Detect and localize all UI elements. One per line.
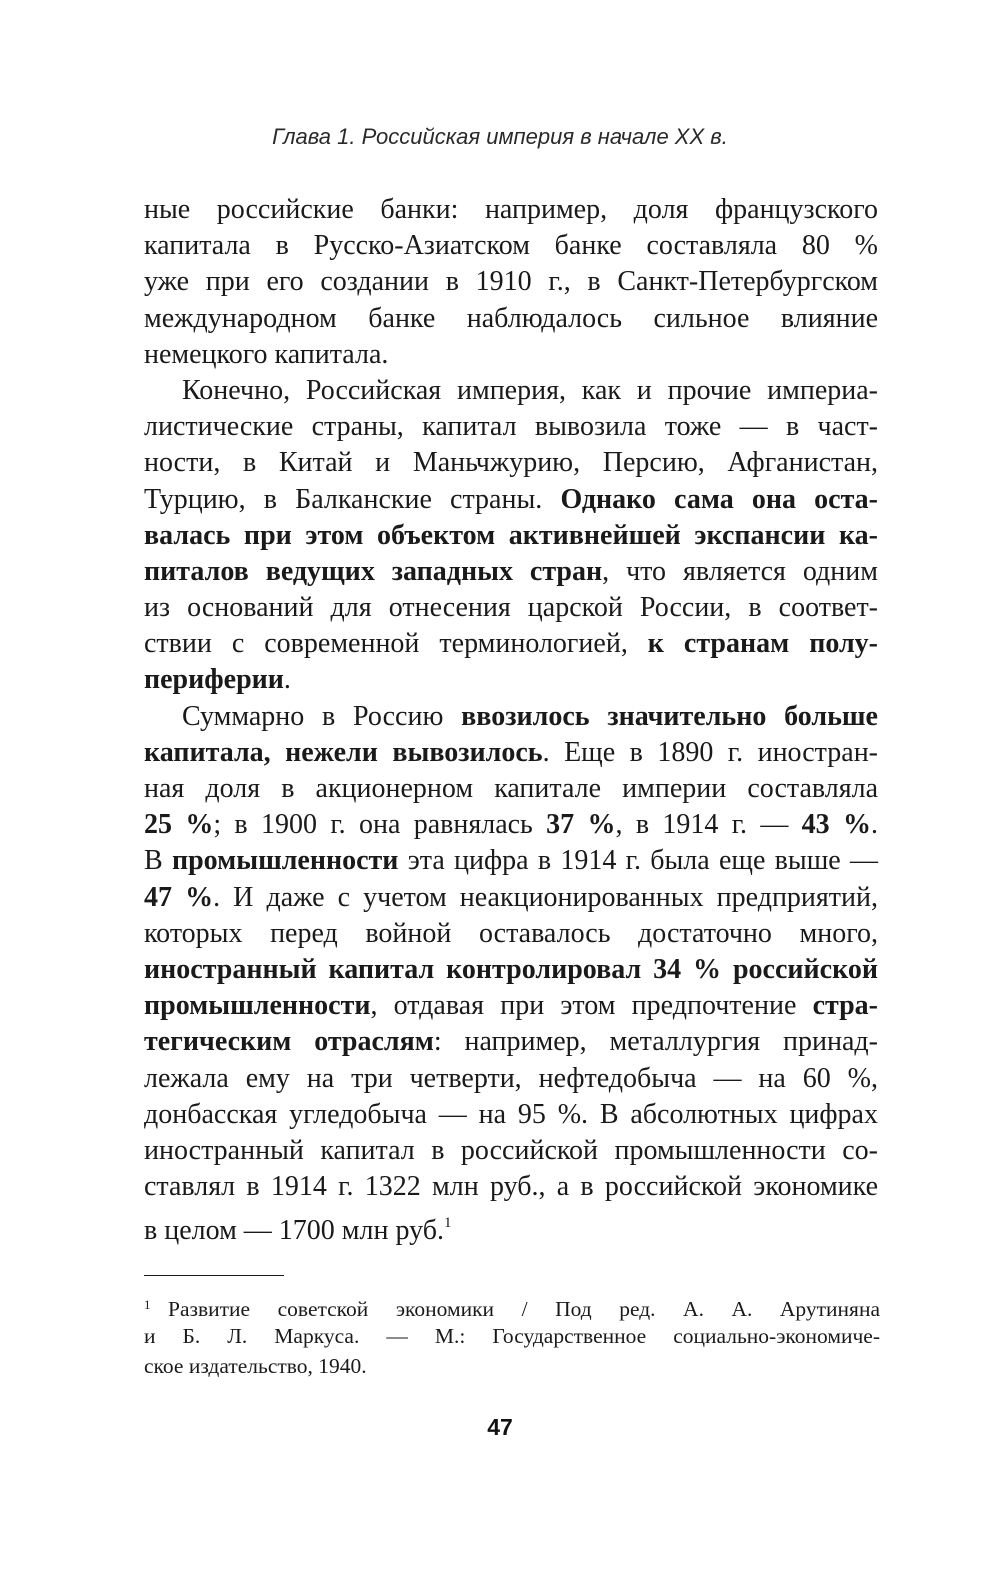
text-run: Турцию, в Балканские страны.: [144, 483, 561, 515]
text-run: ствии с современной терминологией,: [144, 628, 648, 660]
text-run: . И даже с учетом неакционированных предприятий,: [213, 881, 879, 913]
paragraph-3-line: которых перед войной оставалось достаточно много,: [144, 917, 878, 949]
footnote-reference[interactable]: 1: [443, 1215, 452, 1232]
paragraph-3-line: [144, 807, 878, 843]
paragraph-1-line: уже при его создании в 1910 г., в Санкт-Петербургском: [144, 266, 878, 298]
text-run: В: [144, 845, 172, 877]
footnote: [144, 1290, 880, 1382]
paragraph-2-line: из оснований для отнесения царской России, в соответ-: [144, 592, 878, 624]
text-run: , отдавая при этом предпочтение: [370, 990, 813, 1022]
text-run: ; в 1900 г. она равнялась: [213, 809, 547, 841]
bold-run: 37 %: [546, 809, 616, 841]
paragraph-2-line: листические страны, капитал вывозила тоже — в част-: [144, 411, 878, 443]
bold-run: питалов ведущих западных стран: [144, 555, 603, 587]
bold-run: периферии: [144, 664, 284, 696]
paragraph-1-line: международном банке наблюдалось сильное влияние: [144, 302, 878, 334]
bold-run: 25 %: [144, 809, 214, 841]
bold-run: промышленности: [171, 845, 399, 877]
footnote-line: и Б. Л. Маркуса. — М.: Государственное социально-экономиче-: [144, 1323, 880, 1348]
paragraph-2-line: [144, 626, 878, 662]
page-number: 47: [487, 1414, 513, 1440]
bold-run: стра-: [812, 990, 878, 1022]
paragraph-2-line: Конечно, Российская империя, как и прочие империа-: [182, 374, 878, 406]
bold-run: 47 %: [144, 881, 214, 913]
bold-run: 43 %: [801, 809, 871, 841]
paragraph-3-line: [144, 735, 878, 771]
paragraph-3-line: ная доля в акционерном капитале империи составляла: [144, 773, 878, 804]
text-run: , что является одним: [602, 555, 878, 587]
bold-run: валась при этом объектом активнейшей экспансии ка-: [144, 519, 878, 551]
paragraph-3-line: ставлял в 1914 г. 1322 млн руб., а в российской экономике: [144, 1171, 878, 1203]
footnote-line: [144, 1290, 880, 1321]
paragraph-3-line: иностранный капитал в российской промышленности со-: [144, 1134, 878, 1166]
text-run: . Еще в 1890 г. иностран-: [542, 736, 878, 768]
bold-run: иностранный капитал контролировал 34 % российской: [144, 953, 878, 985]
text-run: .: [283, 664, 291, 696]
paragraph-3-line: [144, 699, 878, 735]
bold-run: промышленности: [144, 990, 371, 1022]
body-text: [144, 192, 879, 1247]
paragraph-3-line: [144, 952, 878, 988]
paragraph-2-line: [144, 482, 878, 518]
text-run: : например, металлургия принад-: [433, 1026, 878, 1058]
paragraph-3-line: [144, 880, 878, 916]
paragraph-2-line: [144, 518, 878, 554]
paragraph-1-line: ные российские банки: например, доля французского: [144, 194, 878, 225]
text-run: эта цифра в 1914 г. была еще выше —: [398, 845, 878, 877]
paragraph-2-line: ности, в Китай и Маньчжурию, Персию, Афганистан,: [144, 447, 878, 479]
text-run: в целом — 1700 млн руб.: [144, 1215, 444, 1247]
paragraph-3-line: [144, 1205, 878, 1247]
paragraph-3-line: лежала ему на три четверти, нефтедобыча — на 60 %,: [144, 1062, 878, 1094]
paragraph-2-line: [144, 662, 878, 698]
text-run: .: [871, 809, 878, 841]
paragraph-3-line: [144, 843, 878, 879]
bold-run: к странам полу-: [647, 628, 878, 660]
running-head: Глава 1. Российская империя в начале XX в.: [272, 124, 728, 149]
footnote-line: ское издательство, 1940.: [144, 1354, 367, 1378]
footnote-divider: [144, 1275, 284, 1276]
bold-run: тегическим отраслям: [144, 1026, 434, 1058]
text-run: Суммарно в Россию: [182, 700, 462, 732]
paragraph-3-line: [144, 988, 878, 1024]
paragraph-3-line: донбасская угледобыча — на 95 %. В абсолютных цифрах: [144, 1098, 878, 1130]
footnote-mark: 1: [144, 1297, 151, 1312]
bold-run: Однако сама она оста-: [560, 483, 879, 515]
text-run: , в 1914 г. —: [615, 809, 802, 841]
footnote-text: Развитие советской экономики / Под ред. А. А. Арутиняна: [168, 1297, 880, 1321]
paragraph-2-line: [144, 554, 878, 590]
bold-run: ввозилось значительно больше: [461, 700, 878, 732]
paragraph-1-line: капитала в Русско-Азиатском банке составляла 80 %: [144, 230, 878, 262]
paragraph-3-line: [144, 1024, 878, 1060]
paragraph-1-line: немецкого капитала.: [144, 338, 389, 370]
bold-run: капитала, нежели вывозилось: [144, 736, 543, 768]
